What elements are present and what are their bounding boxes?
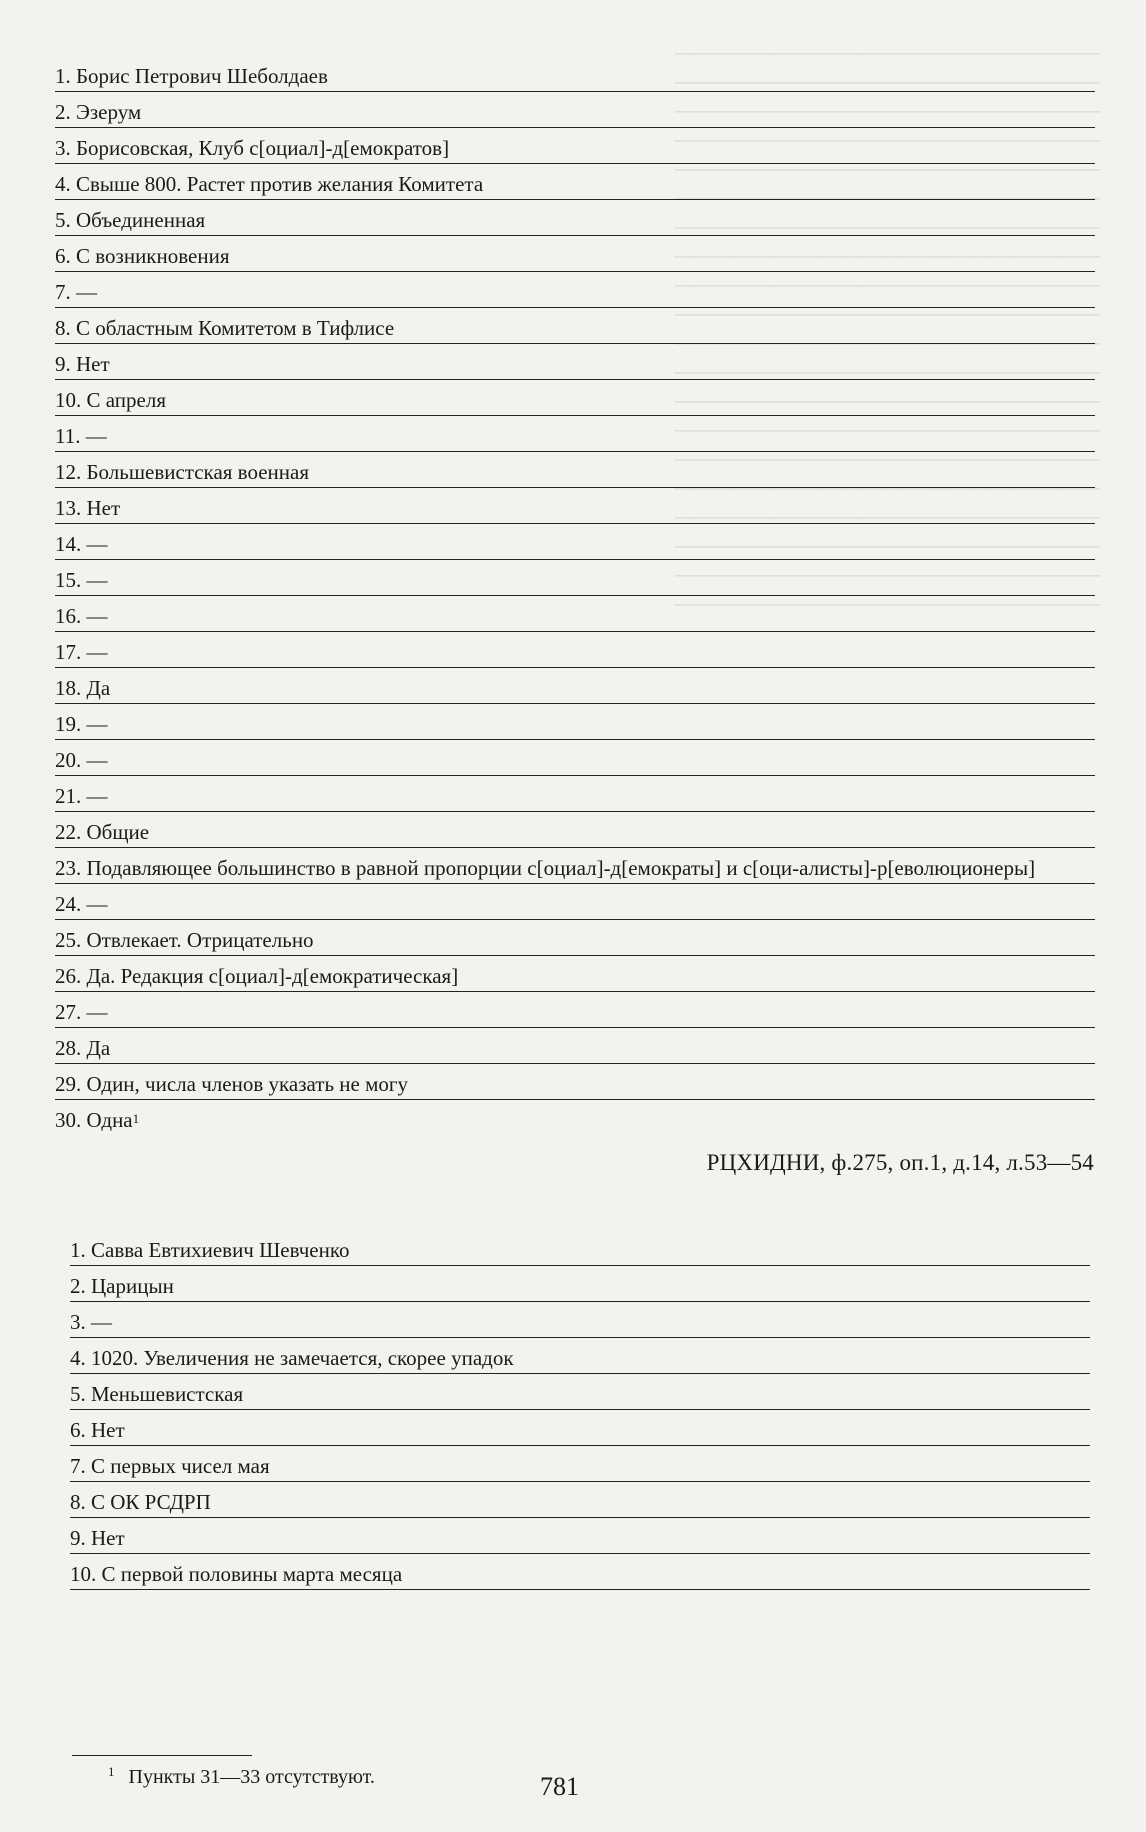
footnote [108,1766,375,1789]
answer-row: 12. Большевистская военная [55,452,1095,488]
answer-row: 9. Нет [55,344,1095,380]
archive-source-reference: РЦХИДНИ, ф.275, оп.1, д.14, л.53—54 [706,1150,1094,1175]
answer-row: 11. — [55,416,1095,452]
answer-row: 2. Царицын [70,1266,1090,1302]
answer-row: 24. — [55,884,1095,920]
answer-row: 15. — [55,560,1095,596]
answer-row: 6. С возникновения [55,236,1095,272]
answer-row: 23. Подавляющее большинство в равной пропорции с[оциал]-д[емократы] и с[оци-алисты]-р[еволюционеры] [55,848,1095,884]
answer-row: 20. — [55,740,1095,776]
answer-row: 29. Один, числа членов указать не могу [55,1064,1095,1100]
answer-row: 25. Отвлекает. Отрицательно [55,920,1095,956]
bleed-through-texture: ────────────────────────────── ────────────────────────────── ────────────────────────────── ────────────────────────────── ────────────────────────────── ────────────────────────────── ────────────────────────────── ────────────────────────────── ────────────────────────────── ────────────────────────────── ────────────────────────────── ────────────────────────────── ────────────────────────────── ────────────────────────────── ────────────────────────────── ────────────────────────────── ────────────────────────────── ────────────────────────────── ────────────────────────────── ────────────────────────────── [674,43,1100,616]
answer-row: 1. Борис Петрович Шеболдаев [55,56,1095,92]
answer-row: 7. — [55,272,1095,308]
answer-row: 19. — [55,704,1095,740]
answer-row: 14. — [55,524,1095,560]
answer-row [55,1100,1095,1135]
answer-row: 7. С первых чисел мая [70,1446,1090,1482]
answer-row: 27. — [55,992,1095,1028]
answer-row: 18. Да [55,668,1095,704]
answer-row: 17. — [55,632,1095,668]
questionnaire-answers-b [70,1230,1090,1590]
answer-row: 1. Савва Евтихиевич Шевченко [70,1230,1090,1266]
footnote-divider [72,1755,252,1756]
answer-row: 2. Эзерум [55,92,1095,128]
answer-row: 8. С ОК РСДРП [70,1482,1090,1518]
answer-row: 16. — [55,596,1095,632]
answer-row: 28. Да [55,1028,1095,1064]
footnote-ref: 1 [132,1111,140,1126]
answer-text: 30. Одна [55,1108,133,1132]
answer-row: 5. Объединенная [55,200,1095,236]
answer-row: 3. Борисовская, Клуб с[оциал]-д[емократов] [55,128,1095,164]
answer-row: 3. — [70,1302,1090,1338]
answer-row: 9. Нет [70,1518,1090,1554]
answer-row: 4. 1020. Увеличения не замечается, скорее упадок [70,1338,1090,1374]
answer-row: 22. Общие [55,812,1095,848]
answer-row: 4. Свыше 800. Растет против желания Комитета [55,164,1095,200]
questionnaire-answers-a [55,56,1095,1135]
page-number: 781 [540,1772,579,1801]
answer-row: 6. Нет [70,1410,1090,1446]
answer-row: 5. Меньшевистская [70,1374,1090,1410]
answer-row: 21. — [55,776,1095,812]
footnote-mark: 1 [108,1764,115,1779]
answer-row: 10. С первой половины марта месяца [70,1554,1090,1590]
footnote-text: Пункты 31—33 отсутствуют. [128,1766,375,1788]
answer-row: 13. Нет [55,488,1095,524]
answer-row: 8. С областным Комитетом в Тифлисе [55,308,1095,344]
answer-row: 26. Да. Редакция с[оциал]-д[емократическая] [55,956,1095,992]
answer-row: 10. С апреля [55,380,1095,416]
